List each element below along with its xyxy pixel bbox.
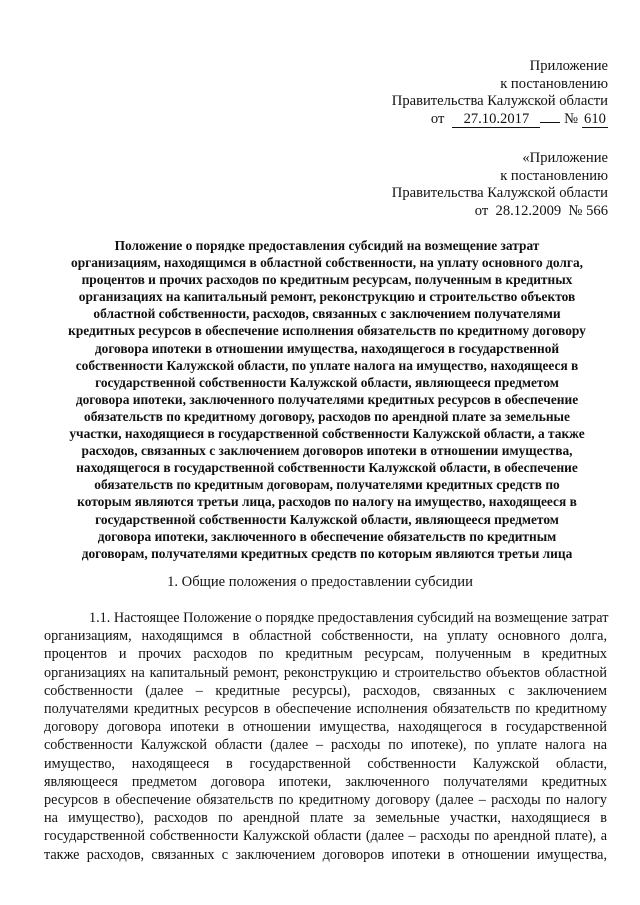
- title-line: государственной собственности Калужской области, являющееся предметом: [95, 374, 559, 390]
- from-label: от: [430, 110, 445, 127]
- paragraph-line: процентов и прочих расходов по кредитным ресурсам, полученным в кредитных: [44, 646, 607, 663]
- paragraph-line: собственности (далее – кредитные ресурсы), расходов, связанных с заключением: [44, 682, 607, 699]
- title-line: договорам, получателями кредитных средств по которым являются третьи лица: [81, 545, 573, 561]
- paragraph-line: на имущество), расходов по арендной плате за земельные участки, находящиеся в: [44, 810, 607, 827]
- paragraph-line: организациям, находящимся в областной собственности, на уплату основного долга,: [44, 628, 607, 645]
- title-line: кредитных ресурсов в обеспечение исполнения обязательств по кредитному договору: [68, 323, 586, 339]
- section-heading: 1. Общие положения о предоставлении субсидии: [167, 574, 473, 590]
- paragraph-line: договору договора ипотеки в отношении имущества, находящегося в государственной: [44, 719, 607, 736]
- title-line: договора ипотеки в отношении имущества, находящегося в государственной: [94, 340, 560, 356]
- document-title: [44, 237, 610, 562]
- title-line: расходов, связанных с заключением договоров ипотеки в отношении имущества,: [81, 443, 573, 459]
- title-line: государственной собственности Калужской области, являющееся предметом: [95, 511, 559, 527]
- title-line: процентов и прочих расходов по кредитным ресурсам, полученным в кредитных: [81, 272, 573, 288]
- appendix-date-number: от 28.12.2009 № 566: [474, 202, 608, 219]
- title-line: находящегося в государственной собственности Калужской области, в обеспечение: [76, 460, 578, 476]
- number-label: №: [564, 110, 578, 127]
- title-line: организациям, находящимся в областной собственности, на уплату основного долга,: [71, 255, 583, 271]
- title-line: организациях на капитальный ремонт, реконструкцию и строительство объектов: [78, 289, 576, 305]
- appendix-title: «Приложение: [522, 150, 608, 166]
- paragraph-line: также расходов, связанных с заключением договоров ипотеки в отношении имущества,: [44, 846, 607, 863]
- title-line: договора ипотеки, заключенного в обеспечение обязательств по кредитным: [97, 528, 557, 544]
- title-line: Положение о порядке предоставления субсидий на возмещение затрат: [114, 238, 540, 253]
- decree-number: 610: [582, 112, 608, 128]
- decree-date: 27.10.2017: [452, 112, 540, 128]
- title-line: договора ипотеки, заключенного получателями кредитных ресурсов в обеспечение: [75, 391, 579, 407]
- underline-gap: [540, 122, 560, 123]
- appendix-header-previous: [392, 150, 608, 220]
- paragraph-line: 1.1. Настоящее Положение о порядке предоставления субсидий на возмещение затрат: [89, 610, 609, 626]
- title-line: собственности Калужской области, по уплате налога на имущество, находящееся в: [75, 357, 579, 373]
- appendix-issuer: Правительства Калужской области: [391, 185, 608, 202]
- title-line: обязательств по кредитным договорам, получателями кредитных средств по: [94, 477, 560, 493]
- paragraph-line: государственной собственности Калужской области (далее – расходы по арендной плате), а: [44, 828, 607, 845]
- title-line: областной собственности, расходов, связанных с заключением получателями: [93, 306, 561, 322]
- appendix-date-line: [392, 111, 608, 129]
- title-line: обязательств по кредитному договору, расходов по арендной плате за земельные: [84, 408, 570, 424]
- paragraph-line: собственности Калужской области (далее – расходы по ипотеке), по уплате налога на: [44, 737, 607, 754]
- appendix-title: Приложение: [529, 58, 608, 74]
- paragraph-line: получателями кредитных ресурсов в обеспечение исполнения обязательств по кредитному: [44, 701, 607, 718]
- paragraph-1-1: [44, 609, 609, 864]
- paragraph-line: ресурсов в обеспечение обязательств по кредитному договору (далее – расходы по налогу: [44, 792, 607, 809]
- title-line: которым являются третьи лица, расходов по налогу на имущество, находящееся в: [77, 494, 577, 510]
- appendix-ref: к постановлению: [500, 75, 608, 92]
- appendix-ref: к постановлению: [500, 167, 608, 184]
- paragraph-line: имущество, находящееся в государственной собственности Калужской области,: [44, 755, 607, 772]
- appendix-issuer: Правительства Калужской области: [391, 93, 608, 110]
- title-line: участки, находящиеся в государственной собственности Калужской области, а также: [69, 426, 585, 442]
- paragraph-line: являющееся предметом договора ипотеки, заключенного получателями кредитных: [44, 773, 607, 790]
- paragraph-line: организациях на капитальный ремонт, реконструкцию и строительство объектов областной: [44, 664, 607, 681]
- appendix-header-current: [392, 58, 608, 128]
